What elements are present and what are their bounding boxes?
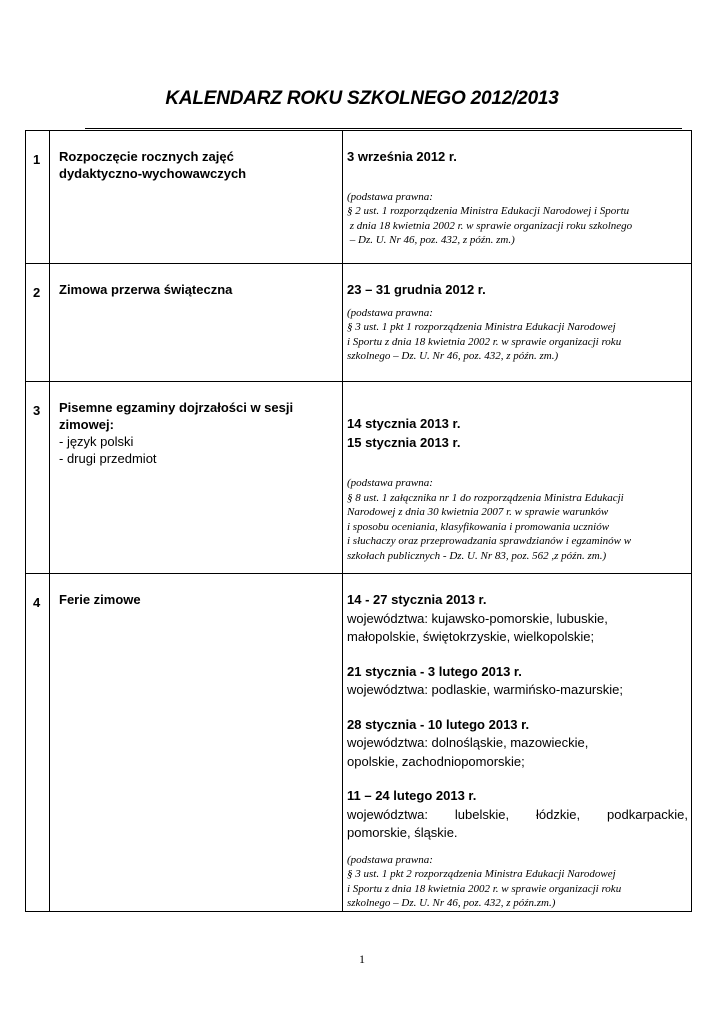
event-date: 3 września 2012 r. [347, 149, 457, 164]
table-row [26, 131, 692, 264]
event-cell [50, 382, 343, 574]
event-line: Zimowa przerwa świąteczna [59, 282, 233, 297]
event-line: Rozpoczęcie rocznych zajęć [59, 149, 234, 164]
legal-basis: (podstawa prawna: § 8 ust. 1 załącznika nr 1 do rozporządzenia Ministra Edukacji Narodowej z dnia 30 kwietnia 2007 r. w sprawie warunków i sposobu oceniania, klasyfikowania i promowania uczniów i słuchaczy oraz przeprowadzania sprawdzianów i egzaminów w szkołach publicznych - Dz. U. Nr 83, poz. 562 ,z późn. zm.) [347, 477, 632, 562]
event-line: dydaktyczno-wychowawczych [59, 166, 247, 181]
period-regions: województwa: podlaskie, warmińsko-mazurskie; [347, 682, 623, 697]
date-cell [343, 131, 692, 264]
event-date: 14 stycznia 2013 r. [347, 416, 461, 431]
table-row [26, 382, 692, 574]
legal-basis: (podstawa prawna: § 3 ust. 1 pkt 1 rozporządzenia Ministra Edukacji Narodowej i Sportu z dnia 18 kwietnia 2002 r. w sprawie organizacji roku szkolnego – Dz. U. Nr 46, poz. 432, z późn. zm.) [347, 306, 622, 363]
period-regions: pomorskie, śląskie. [347, 825, 458, 840]
date-cell [343, 264, 692, 382]
event-cell [50, 264, 343, 382]
calendar-table [25, 130, 692, 912]
event-date: 23 – 31 grudnia 2012 r. [347, 282, 486, 297]
row-number: 4 [33, 595, 41, 610]
row-number-cell [26, 382, 50, 574]
event-cell [50, 131, 343, 264]
event-item: - drugi przedmiot [59, 451, 157, 466]
period-regions: województwa: dolnośląskie, mazowieckie, [347, 735, 589, 750]
table-row [26, 264, 692, 382]
event-title: Pisemne egzaminy dojrzałości w sesji zimowej: [59, 400, 294, 432]
event-date: 15 stycznia 2013 r. [347, 434, 461, 450]
row-number-cell [26, 574, 50, 912]
row-number: 3 [33, 403, 41, 418]
title-underline [85, 128, 682, 129]
document-title: KALENDARZ ROKU SZKOLNEGO 2012/2013 [165, 88, 559, 109]
legal-basis: (podstawa prawna: § 2 ust. 1 rozporządzenia Ministra Edukacji Narodowej i Sportu z dnia 18 kwietnia 2002 r. w sprawie organizacji roku szkolnego – Dz. U. Nr 46, poz. 432, z późn. zm.) [347, 190, 633, 247]
period-regions: województwa: kujawsko-pomorskie, lubuskie, [347, 610, 608, 626]
row-number-cell [26, 131, 50, 264]
period-regions: województwa: lubelskie, łódzkie, podkarpackie, [347, 806, 688, 822]
event-item: - język polski [59, 434, 134, 449]
holiday-period [347, 787, 688, 843]
table-row [26, 574, 692, 912]
row-number-cell [26, 264, 50, 382]
row-number: 2 [33, 285, 41, 300]
period-date: 11 – 24 lutego 2013 r. [347, 788, 477, 803]
holiday-period [347, 591, 688, 647]
holiday-period [347, 716, 688, 772]
page-number: 1 [359, 952, 365, 966]
row-number: 1 [33, 152, 41, 167]
period-date: 14 - 27 stycznia 2013 r. [347, 592, 487, 607]
date-cell [343, 574, 692, 912]
holiday-period [347, 663, 688, 700]
date-cell [343, 382, 692, 574]
period-date: 21 stycznia - 3 lutego 2013 r. [347, 663, 522, 679]
period-regions: małopolskie, świętokrzyskie, wielkopolskie; [347, 629, 595, 644]
period-regions: opolskie, zachodniopomorskie; [347, 753, 525, 769]
period-date: 28 stycznia - 10 lutego 2013 r. [347, 716, 530, 732]
event-cell [50, 574, 343, 912]
legal-basis: (podstawa prawna: § 3 ust. 1 pkt 2 rozporządzenia Ministra Edukacji Narodowej i Sportu z dnia 18 kwietnia 2002 r. w sprawie organizacji roku szkolnego – Dz. U. Nr 46, poz. 432, z późn.zm.) [347, 853, 622, 910]
event-line: Ferie zimowe [59, 592, 141, 607]
